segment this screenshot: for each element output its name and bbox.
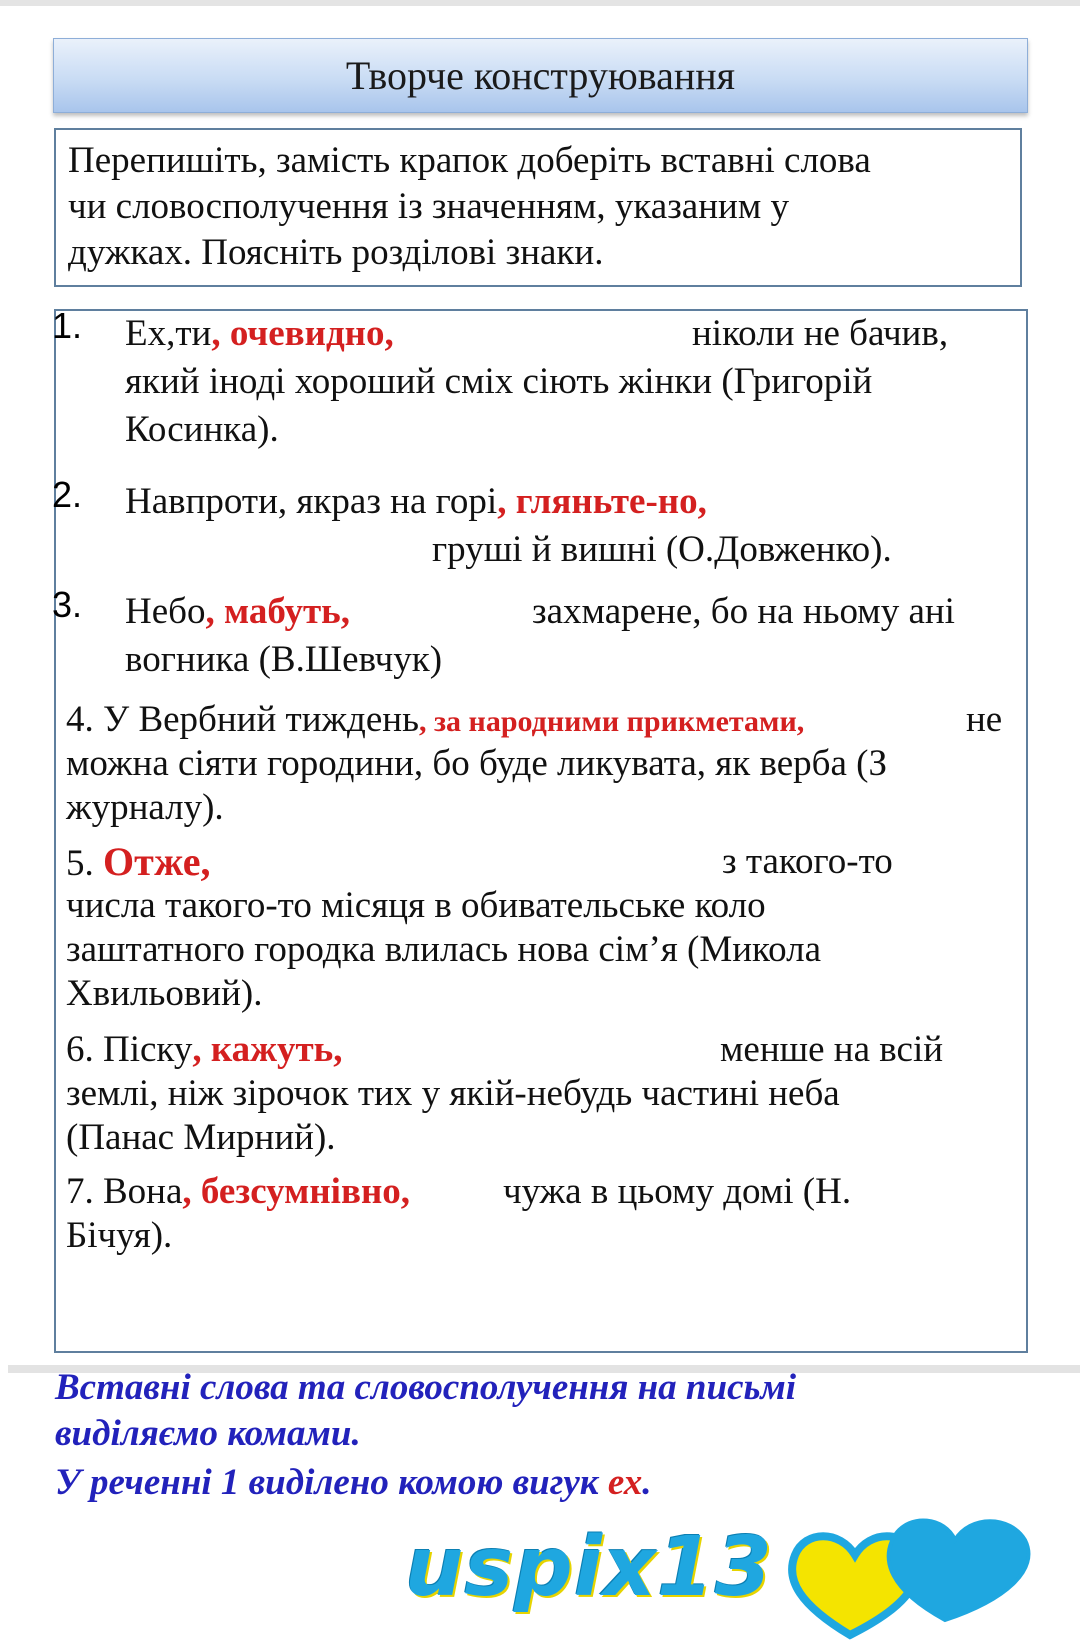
item-6-line-3: (Панас Мирний). <box>66 1117 336 1158</box>
task-instructions <box>54 128 1022 287</box>
item-5-line-3: заштатного городка влилась нова сім’я (Микола <box>66 929 822 970</box>
item-3-line-1: Небо, мабуть, <box>125 591 350 632</box>
item-2-insert: , гляньте-но, <box>497 481 707 522</box>
item-3-insert: , мабуть, <box>205 591 350 632</box>
item-1-insert: , очевидно, <box>211 313 394 354</box>
item-4-line-3: журналу). <box>66 787 224 828</box>
blue-heart-icon <box>889 1520 1029 1620</box>
note-line-1: Вставні слова та словосполучення на письмі <box>55 1367 797 1408</box>
item-1-tail: ніколи не бачив, <box>692 313 949 354</box>
top-divider <box>0 0 1080 6</box>
note-line-2: виділяємо комами. <box>55 1413 361 1454</box>
hearts-logo-icon <box>780 1505 1050 1645</box>
item-3-number: 3. <box>52 584 83 625</box>
item-1-line-3: Косинка). <box>125 409 279 450</box>
item-6-tail: менше на всій <box>720 1029 944 1070</box>
item-1-line-1: Ех,ти, очевидно, <box>125 313 394 354</box>
item-5-line-2: числа такого-то місяця в обивательське коло <box>66 885 766 926</box>
note-highlight-ex: ех <box>607 1462 643 1503</box>
item-7-line-1: 7. Вона, безсумнівно, <box>66 1171 411 1212</box>
page-title: Творче конструювання <box>53 38 1028 113</box>
item-1-line-2: який іноді хороший сміх сіють жінки (Григорій <box>125 361 873 402</box>
note-line-3: У реченні 1 виділено комою вигук ех. <box>55 1462 652 1503</box>
item-4-insert: , за народними прикметами, <box>418 705 805 738</box>
item-6-insert: , кажуть, <box>192 1029 343 1070</box>
item-3-tail: захмарене, бо на ньому ані <box>532 591 955 632</box>
item-4-line-1: 4. У Вербний тиждень, за народними прикметами, <box>66 699 805 740</box>
item-5-line-1: 5. Отже, <box>66 839 211 884</box>
item-4-line-2: можна сіяти городини, бо буде ликувата, як верба (З <box>66 743 888 784</box>
item-1-number: 1. <box>52 305 83 346</box>
item-5-tail: з такого-то <box>722 841 893 882</box>
item-3-line-2: вогника (В.Шевчук) <box>125 639 443 680</box>
site-logo: uspix13 <box>405 1520 773 1615</box>
item-7-insert: , безсумнівно, <box>182 1171 411 1212</box>
item-6-line-2: землі, ніж зірочок тих у якій-небудь частині неба <box>66 1073 840 1114</box>
item-2-line-1: Навпроти, якраз на горі, гляньте-но, <box>125 481 707 522</box>
item-5-line-4: Хвильовий). <box>66 973 263 1014</box>
task-line-2: чи словосполучення із значенням, указаним у <box>68 186 789 227</box>
item-5-insert: Отже, <box>103 839 211 884</box>
item-6-line-1: 6. Піску, кажуть, <box>66 1029 343 1070</box>
item-2-line-2: груші й вишні (О.Довженко). <box>432 529 892 570</box>
item-7-line-2: Бічуя). <box>66 1215 173 1256</box>
item-7-tail: чужа в цьому домі (Н. <box>503 1171 852 1212</box>
item-2-number: 2. <box>52 474 83 515</box>
task-line-1: Перепишіть, замість крапок доберіть вставні слова <box>68 140 871 181</box>
item-4-tail: не <box>966 699 1003 740</box>
task-line-3: дужках. Поясніть розділові знаки. <box>68 232 604 273</box>
